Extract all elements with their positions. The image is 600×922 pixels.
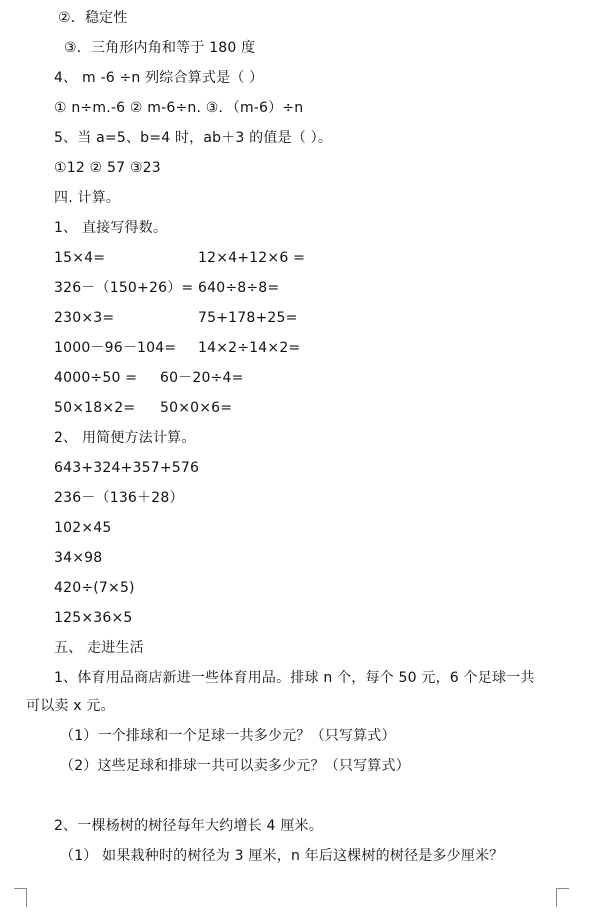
text-line: ②．稳定性 [58,10,128,26]
text-line: ③．三角形内角和等于 180 度 [64,40,256,56]
problem-item: 14×2÷14×2= [198,340,301,356]
text-line: 2、 用简便方法计算。 [54,430,196,446]
problem-item: 50×18×2= [54,400,136,416]
problem-item: 15×4= [54,250,106,266]
problem-item: 640÷8÷8= [198,280,280,296]
problem-item: 230×3= [54,310,115,326]
problem-item: 236－（136＋28） [54,490,184,506]
text-line: 1、 直接写得数。 [54,220,168,236]
problem-item: 1000－96－104= [54,340,177,356]
section-heading: 五、 走进生活 [54,640,144,656]
text-line: 4、 m -6 ÷n 列综合算式是（ ） [54,70,264,86]
problem-item: 50×0×6= [160,400,233,416]
problem-item: 125×36×5 [54,610,133,626]
text-line: （2）这些足球和排球一共可以卖多少元？（只写算式） [60,758,410,774]
problem-item: 75+178+25= [198,310,298,326]
problem-item: 420÷(7×5) [54,580,135,596]
text-line: ①12 ② 57 ③23 [54,160,161,176]
problem-item: 34×98 [54,550,103,566]
text-line: （1） 如果栽种时的树径为 3 厘米，n 年后这棵树的树径是多少厘米？ [60,848,504,864]
page-corner-mark [556,888,569,907]
text-line: （1）一个排球和一个足球一共多少元？（只写算式） [60,728,396,744]
page-corner-mark [14,888,27,907]
problem-item: 326－（150+26）= [54,280,194,296]
problem-item: 4000÷50 = [54,370,138,386]
text-line: 2、一棵杨树的树径每年大约增长 4 厘米。 [54,818,323,834]
text-line: ① n÷m.-6 ② m-6÷n. ③．（m-6）÷n [54,100,304,116]
text-line: 5、当 a=5、b=4 时，ab＋3 的值是（ ）。 [54,130,333,146]
problem-item: 102×45 [54,520,112,536]
text-line: 可以卖 x 元。 [26,698,115,714]
section-heading: 四. 计算。 [54,190,121,206]
text-line: 1、体育用品商店新进一些体育用品。排球 n 个，每个 50 元，6 个足球一共 [54,670,535,686]
problem-item: 60－20÷4= [160,370,244,386]
problem-item: 643+324+357+576 [54,460,200,476]
problem-item: 12×4+12×6 = [198,250,306,266]
